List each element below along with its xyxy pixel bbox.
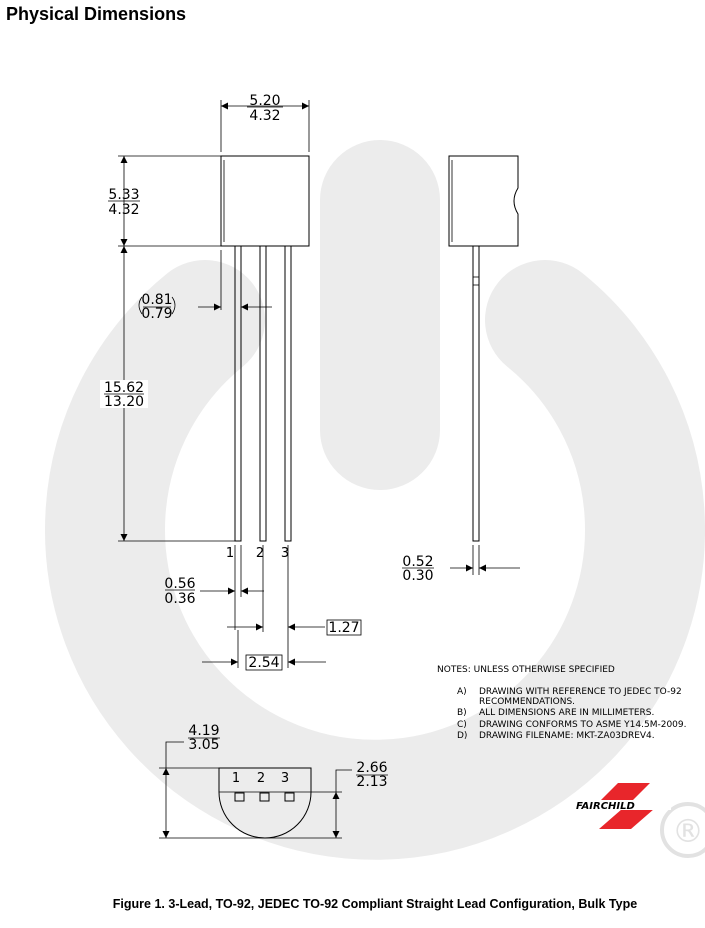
dim-lead-thickness-max: 0.52 — [402, 554, 434, 570]
dim-lead-width-min: 0.36 — [164, 591, 196, 607]
side-package-body — [449, 156, 518, 246]
dim-bottom-depth-max: 4.19 — [188, 723, 220, 739]
dim-flat-depth-max: 2.66 — [356, 760, 388, 776]
svg-text:A): A) — [457, 687, 467, 697]
side-lead — [473, 246, 479, 541]
svg-text:C): C) — [457, 720, 467, 730]
package-body — [221, 156, 309, 246]
figure-caption: Figure 1. 3-Lead, TO-92, JEDEC TO-92 Compliant Straight Lead Configuration, Bulk Type — [112, 897, 638, 911]
lead-2 — [260, 246, 266, 541]
dim-lead-thickness-min: 0.30 — [402, 568, 434, 584]
svg-text:®: ® — [672, 812, 704, 850]
dim-lead-pitch: 1.27 — [328, 620, 360, 636]
bottom-pin-label-3: 3 — [280, 771, 290, 786]
dim-body-height-max: 5.33 — [108, 187, 140, 203]
dim-bottom-depth-min: 3.05 — [188, 737, 220, 753]
note-d: DRAWING FILENAME: MKT-ZA03DREV4. — [479, 731, 655, 741]
bottom-pin-label-1: 1 — [231, 771, 241, 786]
note-a-cont: RECOMMENDATIONS. — [479, 697, 576, 707]
dim-lead-shoulder-min: 0.79 — [141, 306, 173, 322]
dim-lead-width-max: 0.56 — [164, 576, 196, 592]
dim-lead-length-max: 15.62 — [103, 380, 145, 396]
pin-label-1: 1 — [225, 546, 235, 561]
dim-lead-shoulder-max: 0.81 — [141, 292, 173, 308]
dim-flat-depth-min: 2.13 — [356, 774, 388, 790]
lead-3 — [285, 246, 291, 541]
pin-label-3: 3 — [280, 546, 290, 561]
pin-label-2: 2 — [255, 546, 265, 561]
note-c: DRAWING CONFORMS TO ASME Y14.5M-2009. — [479, 720, 687, 730]
svg-text:B): B) — [457, 708, 467, 718]
dim-body-height-min: 4.32 — [108, 202, 140, 218]
dim-body-width-max: 5.20 — [249, 93, 281, 109]
fairchild-logo — [575, 783, 671, 829]
logo-text: FAIRCHILD — [576, 801, 635, 812]
dim-lead-span: 2.54 — [248, 655, 280, 671]
power-watermark-icon — [105, 200, 705, 856]
svg-text:D): D) — [457, 731, 468, 741]
bottom-pin-label-2: 2 — [256, 771, 266, 786]
notes-heading: NOTES: UNLESS OTHERWISE SPECIFIED — [437, 665, 615, 675]
note-b: ALL DIMENSIONS ARE IN MILLIMETERS. — [479, 708, 655, 718]
note-a: DRAWING WITH REFERENCE TO JEDEC TO-92 — [479, 687, 682, 697]
page-title: Physical Dimensions — [6, 4, 187, 24]
dim-body-width-min: 4.32 — [249, 108, 281, 124]
dim-lead-length-min: 13.20 — [103, 394, 145, 410]
